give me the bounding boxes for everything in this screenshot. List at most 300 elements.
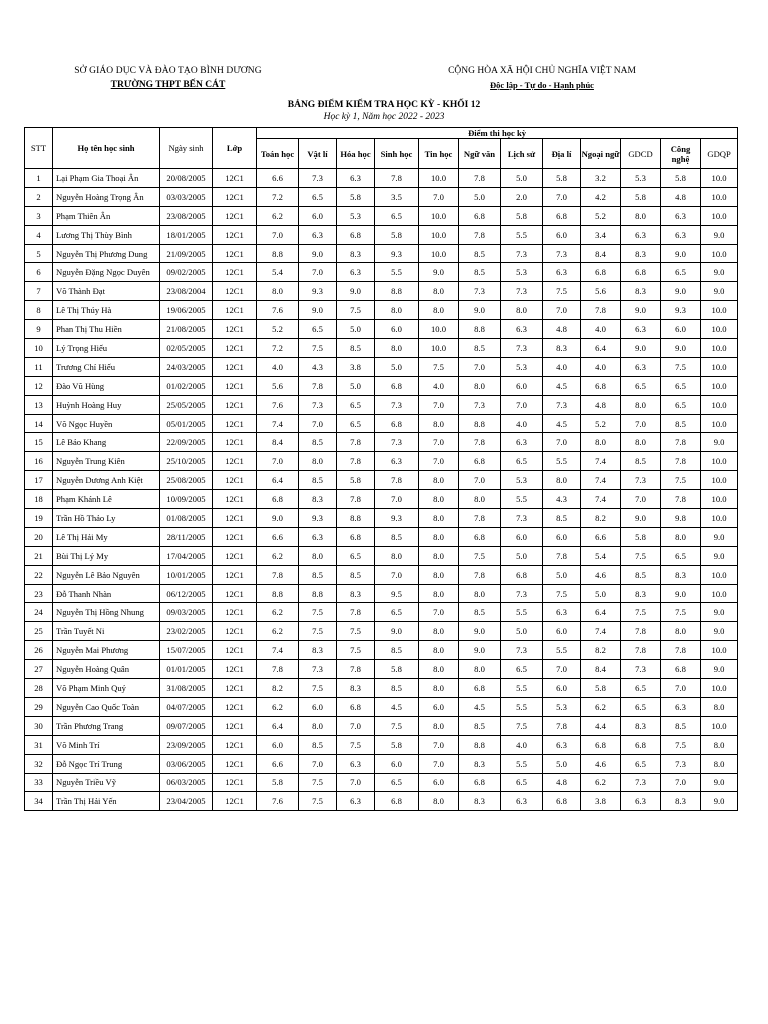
dob-cell: 02/05/2005: [160, 339, 213, 358]
grade-cell: 9.5: [375, 584, 419, 603]
grade-cell: 7.8: [581, 301, 621, 320]
table-row: [25, 339, 738, 358]
grade-cell: 4.4: [581, 716, 621, 735]
grade-cell: 8.5: [337, 339, 375, 358]
stt-cell: 27: [25, 660, 53, 679]
table-row: [25, 376, 738, 395]
grade-cell: 8.5: [299, 735, 337, 754]
table-row: [25, 395, 738, 414]
grade-cell: 7.8: [661, 641, 701, 660]
grade-cell: 7.0: [257, 225, 299, 244]
grade-cell: 7.5: [299, 603, 337, 622]
grade-cell: 10.0: [701, 206, 738, 225]
grade-cell: 7.0: [419, 754, 459, 773]
grade-cell: 7.8: [299, 376, 337, 395]
grade-cell: 9.0: [701, 773, 738, 792]
grade-cell: 9.8: [661, 509, 701, 528]
dob-cell: 06/12/2005: [160, 584, 213, 603]
grade-cell: 8.0: [299, 546, 337, 565]
dob-cell: 28/11/2005: [160, 527, 213, 546]
dob-cell: 03/06/2005: [160, 754, 213, 773]
grade-cell: 7.0: [375, 490, 419, 509]
header-subject: Vật lí: [299, 139, 337, 169]
grade-cell: 6.5: [661, 546, 701, 565]
grade-cell: 7.3: [299, 395, 337, 414]
table-row: [25, 490, 738, 509]
grade-cell: 7.8: [543, 716, 581, 735]
grade-cell: 7.5: [621, 603, 661, 622]
grade-cell: 6.3: [299, 225, 337, 244]
grade-cell: 9.3: [299, 282, 337, 301]
dob-cell: 25/10/2005: [160, 452, 213, 471]
grade-cell: 6.8: [581, 735, 621, 754]
dob-cell: 19/06/2005: [160, 301, 213, 320]
grade-cell: 5.8: [501, 206, 543, 225]
table-row: [25, 471, 738, 490]
student-name-cell: Nguyễn Mai Phương: [53, 641, 160, 660]
grade-cell: 6.5: [661, 263, 701, 282]
grade-cell: 8.0: [621, 433, 661, 452]
grade-cell: 10.0: [701, 490, 738, 509]
grade-cell: 10.0: [419, 206, 459, 225]
grade-cell: 6.8: [459, 452, 501, 471]
grade-cell: 5.0: [337, 320, 375, 339]
grade-cell: 9.0: [257, 509, 299, 528]
grade-cell: 5.4: [581, 546, 621, 565]
class-cell: 12C1: [213, 452, 257, 471]
header-subject: Ngữ văn: [459, 139, 501, 169]
dob-cell: 15/07/2005: [160, 641, 213, 660]
grade-cell: 7.8: [257, 660, 299, 679]
grade-cell: 6.5: [501, 773, 543, 792]
grade-cell: 7.5: [337, 735, 375, 754]
grade-cell: 5.0: [337, 376, 375, 395]
grade-cell: 6.8: [337, 225, 375, 244]
grade-cell: 7.4: [581, 622, 621, 641]
grade-cell: 10.0: [701, 169, 738, 188]
grade-cell: 7.3: [501, 244, 543, 263]
grade-cell: 8.8: [459, 735, 501, 754]
grade-cell: 8.0: [419, 301, 459, 320]
class-cell: 12C1: [213, 376, 257, 395]
grade-cell: 4.0: [581, 320, 621, 339]
grade-cell: 10.0: [701, 509, 738, 528]
table-row: [25, 452, 738, 471]
student-name-cell: Nguyễn Thị Phương Dung: [53, 244, 160, 263]
grade-cell: 6.5: [661, 395, 701, 414]
header-subject: Lịch sử: [501, 139, 543, 169]
grade-cell: 6.5: [337, 414, 375, 433]
grade-cell: 6.3: [543, 603, 581, 622]
grade-cell: 7.0: [621, 414, 661, 433]
stt-cell: 12: [25, 376, 53, 395]
grade-cell: 7.8: [459, 565, 501, 584]
grade-cell: 8.5: [299, 565, 337, 584]
dob-cell: 24/03/2005: [160, 357, 213, 376]
grade-cell: 8.5: [459, 339, 501, 358]
stt-cell: 8: [25, 301, 53, 320]
grade-cell: 5.0: [543, 565, 581, 584]
grade-cell: 6.0: [501, 527, 543, 546]
grade-cell: 9.0: [701, 527, 738, 546]
grade-cell: 8.5: [337, 565, 375, 584]
grade-cell: 5.3: [543, 697, 581, 716]
grade-cell: 7.5: [337, 301, 375, 320]
class-cell: 12C1: [213, 792, 257, 811]
grade-cell: 7.0: [621, 490, 661, 509]
nation-motto: Độc lập - Tự do - Hạnh phúc: [490, 80, 594, 90]
class-cell: 12C1: [213, 357, 257, 376]
grade-cell: 7.5: [299, 792, 337, 811]
class-cell: 12C1: [213, 339, 257, 358]
grade-cell: 10.0: [701, 414, 738, 433]
grade-cell: 5.3: [501, 263, 543, 282]
grade-cell: 6.3: [501, 320, 543, 339]
grade-cell: 9.0: [621, 301, 661, 320]
grade-cell: 7.0: [337, 773, 375, 792]
class-cell: 12C1: [213, 187, 257, 206]
grade-cell: 8.5: [543, 509, 581, 528]
header-subject: Công nghệ: [661, 139, 701, 169]
grade-cell: 6.0: [375, 754, 419, 773]
grade-cell: 9.0: [701, 546, 738, 565]
grade-cell: 6.3: [661, 697, 701, 716]
dob-cell: 09/02/2005: [160, 263, 213, 282]
grade-cell: 9.3: [661, 301, 701, 320]
table-row: [25, 263, 738, 282]
stt-cell: 17: [25, 471, 53, 490]
grade-cell: 6.5: [621, 754, 661, 773]
dob-cell: 01/02/2005: [160, 376, 213, 395]
grade-cell: 7.3: [501, 339, 543, 358]
grade-cell: 6.5: [375, 603, 419, 622]
dob-cell: 23/08/2004: [160, 282, 213, 301]
grade-cell: 8.3: [661, 792, 701, 811]
grade-cell: 6.8: [375, 792, 419, 811]
student-name-cell: Nguyễn Lê Bảo Nguyên: [53, 565, 160, 584]
class-cell: 12C1: [213, 622, 257, 641]
grade-cell: 8.0: [419, 716, 459, 735]
grade-cell: 6.8: [375, 414, 419, 433]
class-cell: 12C1: [213, 716, 257, 735]
stt-cell: 1: [25, 169, 53, 188]
grade-cell: 9.0: [701, 225, 738, 244]
stt-cell: 2: [25, 187, 53, 206]
grade-cell: 8.8: [257, 584, 299, 603]
grade-cell: 8.3: [299, 641, 337, 660]
table-row: [25, 244, 738, 263]
class-cell: 12C1: [213, 244, 257, 263]
grade-cell: 6.5: [337, 546, 375, 565]
grade-cell: 9.3: [299, 509, 337, 528]
grade-cell: 10.0: [701, 584, 738, 603]
grade-cell: 7.3: [661, 754, 701, 773]
grade-cell: 6.3: [375, 452, 419, 471]
grade-cell: 8.0: [459, 584, 501, 603]
dob-cell: 23/04/2005: [160, 792, 213, 811]
grade-cell: 6.5: [299, 187, 337, 206]
grade-cell: 7.8: [337, 433, 375, 452]
grade-cell: 7.5: [621, 546, 661, 565]
grade-cell: 5.8: [375, 225, 419, 244]
header-subject: Tin học: [419, 139, 459, 169]
dob-cell: 17/04/2005: [160, 546, 213, 565]
grade-cell: 7.5: [661, 603, 701, 622]
grade-cell: 9.0: [701, 282, 738, 301]
student-name-cell: Trần Hồ Thảo Ly: [53, 509, 160, 528]
grade-cell: 7.5: [419, 357, 459, 376]
grade-cell: 6.0: [299, 697, 337, 716]
grade-cell: 9.3: [375, 509, 419, 528]
department-name: SỞ GIÁO DỤC VÀ ĐÀO TẠO BÌNH DƯƠNG: [74, 66, 262, 76]
grade-cell: 6.6: [257, 754, 299, 773]
grade-cell: 6.5: [299, 320, 337, 339]
grade-cell: 8.0: [459, 490, 501, 509]
grade-cell: 7.5: [661, 735, 701, 754]
grade-cell: 7.5: [337, 641, 375, 660]
grade-cell: 7.3: [299, 169, 337, 188]
grade-cell: 8.5: [459, 244, 501, 263]
table-row: [25, 546, 738, 565]
student-name-cell: Nguyễn Trung Kiên: [53, 452, 160, 471]
table-row: [25, 206, 738, 225]
stt-cell: 3: [25, 206, 53, 225]
class-cell: 12C1: [213, 169, 257, 188]
grade-cell: 9.0: [459, 641, 501, 660]
grade-cell: 10.0: [701, 565, 738, 584]
grade-cell: 8.0: [661, 622, 701, 641]
student-name-cell: Lê Thị Thúy Hà: [53, 301, 160, 320]
grade-cell: 9.0: [621, 339, 661, 358]
grade-cell: 8.0: [701, 754, 738, 773]
grade-cell: 7.0: [543, 301, 581, 320]
grade-cell: 7.8: [337, 603, 375, 622]
stt-cell: 7: [25, 282, 53, 301]
grade-cell: 8.0: [701, 697, 738, 716]
grade-cell: 4.6: [581, 754, 621, 773]
grade-cell: 9.0: [661, 339, 701, 358]
grade-cell: 4.0: [257, 357, 299, 376]
grade-cell: 8.3: [337, 679, 375, 698]
dob-cell: 01/08/2005: [160, 509, 213, 528]
stt-cell: 19: [25, 509, 53, 528]
grade-cell: 4.3: [543, 490, 581, 509]
table-row: [25, 754, 738, 773]
grade-cell: 10.0: [701, 471, 738, 490]
stt-cell: 31: [25, 735, 53, 754]
grade-cell: 4.0: [581, 357, 621, 376]
grade-cell: 7.8: [375, 169, 419, 188]
right-header: [372, 64, 712, 92]
grade-cell: 6.8: [581, 263, 621, 282]
grade-cell: 6.8: [337, 527, 375, 546]
dob-cell: 09/03/2005: [160, 603, 213, 622]
header-dob: Ngày sinh: [160, 128, 213, 169]
grade-cell: 6.8: [621, 263, 661, 282]
grade-cell: 7.8: [661, 433, 701, 452]
grade-cell: 7.0: [375, 565, 419, 584]
grade-cell: 7.4: [257, 414, 299, 433]
grade-cell: 5.5: [501, 754, 543, 773]
grade-cell: 5.8: [375, 735, 419, 754]
grade-cell: 10.0: [701, 244, 738, 263]
class-cell: 12C1: [213, 301, 257, 320]
grade-cell: 6.5: [501, 660, 543, 679]
class-cell: 12C1: [213, 735, 257, 754]
grade-cell: 5.5: [375, 263, 419, 282]
grade-cell: 8.3: [621, 244, 661, 263]
student-name-cell: Lý Trọng Hiếu: [53, 339, 160, 358]
grade-cell: 7.0: [257, 452, 299, 471]
grade-cell: 6.8: [459, 679, 501, 698]
stt-cell: 18: [25, 490, 53, 509]
grade-cell: 7.8: [459, 509, 501, 528]
dob-cell: 18/01/2005: [160, 225, 213, 244]
dob-cell: 21/09/2005: [160, 244, 213, 263]
table-row: [25, 773, 738, 792]
grade-cell: 6.3: [337, 263, 375, 282]
grade-cell: 10.0: [419, 244, 459, 263]
grade-cell: 5.0: [501, 622, 543, 641]
grade-cell: 10.0: [701, 395, 738, 414]
grade-cell: 6.6: [257, 527, 299, 546]
grade-cell: 6.0: [543, 225, 581, 244]
grade-cell: 8.0: [419, 679, 459, 698]
grade-cell: 8.0: [621, 206, 661, 225]
grade-cell: 7.5: [661, 357, 701, 376]
grade-cell: 9.0: [375, 622, 419, 641]
class-cell: 12C1: [213, 282, 257, 301]
grade-cell: 7.5: [375, 716, 419, 735]
grade-cell: 8.5: [375, 679, 419, 698]
stt-cell: 22: [25, 565, 53, 584]
grade-cell: 8.5: [299, 433, 337, 452]
grade-cell: 5.3: [621, 169, 661, 188]
grade-cell: 9.3: [375, 244, 419, 263]
grade-cell: 6.0: [543, 527, 581, 546]
grade-cell: 5.8: [337, 187, 375, 206]
stt-cell: 23: [25, 584, 53, 603]
grade-cell: 6.3: [299, 527, 337, 546]
grade-cell: 7.4: [581, 452, 621, 471]
table-row: [25, 433, 738, 452]
grade-cell: 6.5: [337, 395, 375, 414]
grade-cell: 9.0: [459, 622, 501, 641]
table-row: [25, 187, 738, 206]
grade-cell: 6.3: [621, 225, 661, 244]
grade-cell: 7.3: [501, 641, 543, 660]
table-row: [25, 225, 738, 244]
stt-cell: 33: [25, 773, 53, 792]
grade-cell: 8.0: [501, 301, 543, 320]
student-name-cell: Võ Thành Đạt: [53, 282, 160, 301]
grade-cell: 6.0: [501, 376, 543, 395]
student-name-cell: Trần Tuyết Ni: [53, 622, 160, 641]
table-row: [25, 697, 738, 716]
grade-cell: 6.4: [581, 339, 621, 358]
grade-cell: 4.8: [543, 773, 581, 792]
grade-cell: 8.8: [257, 244, 299, 263]
grade-cell: 7.5: [459, 546, 501, 565]
grade-cell: 6.4: [581, 603, 621, 622]
dob-cell: 10/01/2005: [160, 565, 213, 584]
grade-cell: 8.3: [621, 282, 661, 301]
grade-cell: 10.0: [419, 339, 459, 358]
class-cell: 12C1: [213, 660, 257, 679]
table-row: [25, 414, 738, 433]
grade-cell: 6.5: [621, 697, 661, 716]
grade-cell: 8.0: [257, 282, 299, 301]
grade-cell: 7.8: [337, 452, 375, 471]
grade-cell: 9.0: [701, 603, 738, 622]
grade-cell: 6.5: [375, 206, 419, 225]
grade-cell: 5.0: [375, 357, 419, 376]
grade-cell: 8.0: [419, 546, 459, 565]
grade-cell: 5.3: [501, 471, 543, 490]
grade-cell: 10.0: [701, 339, 738, 358]
grade-cell: 7.8: [661, 490, 701, 509]
student-name-cell: Phan Thị Thu Hiền: [53, 320, 160, 339]
grade-cell: 7.6: [257, 792, 299, 811]
class-cell: 12C1: [213, 546, 257, 565]
grade-cell: 7.8: [661, 452, 701, 471]
grade-cell: 7.0: [337, 716, 375, 735]
student-name-cell: Võ Ngọc Huyền: [53, 414, 160, 433]
class-cell: 12C1: [213, 679, 257, 698]
grade-cell: 5.0: [501, 169, 543, 188]
grade-cell: 5.4: [257, 263, 299, 282]
grade-cell: 5.8: [257, 773, 299, 792]
grade-cell: 7.5: [501, 716, 543, 735]
grade-cell: 9.0: [419, 263, 459, 282]
stt-cell: 29: [25, 697, 53, 716]
student-name-cell: Nguyễn Thị Hồng Nhung: [53, 603, 160, 622]
grade-cell: 8.2: [257, 679, 299, 698]
stt-cell: 6: [25, 263, 53, 282]
grade-cell: 4.5: [543, 414, 581, 433]
stt-cell: 30: [25, 716, 53, 735]
student-name-cell: Đào Vũ Hùng: [53, 376, 160, 395]
grade-cell: 6.2: [257, 697, 299, 716]
grade-cell: 6.3: [337, 754, 375, 773]
grade-cell: 7.3: [375, 395, 419, 414]
grade-cell: 7.0: [419, 735, 459, 754]
grade-cell: 5.2: [581, 206, 621, 225]
grade-cell: 7.0: [459, 357, 501, 376]
grade-cell: 10.0: [701, 357, 738, 376]
student-name-cell: Nguyễn Đặng Ngọc Duyên: [53, 263, 160, 282]
grade-cell: 6.2: [581, 773, 621, 792]
grade-cell: 6.0: [419, 773, 459, 792]
header-class: Lớp: [213, 128, 257, 169]
class-cell: 12C1: [213, 603, 257, 622]
grade-cell: 9.0: [621, 509, 661, 528]
grade-cell: 5.5: [501, 225, 543, 244]
grade-cell: 7.8: [257, 565, 299, 584]
grade-cell: 7.3: [621, 660, 661, 679]
grade-cell: 9.0: [661, 244, 701, 263]
grade-cell: 6.0: [661, 320, 701, 339]
grade-cell: 7.8: [621, 622, 661, 641]
dob-cell: 23/02/2005: [160, 622, 213, 641]
grade-cell: 6.3: [661, 225, 701, 244]
grade-cell: 7.0: [299, 414, 337, 433]
grade-cell: 6.3: [543, 735, 581, 754]
grade-cell: 6.3: [621, 320, 661, 339]
grade-cell: 5.8: [621, 187, 661, 206]
grade-cell: 8.3: [459, 792, 501, 811]
grade-cell: 6.5: [501, 452, 543, 471]
